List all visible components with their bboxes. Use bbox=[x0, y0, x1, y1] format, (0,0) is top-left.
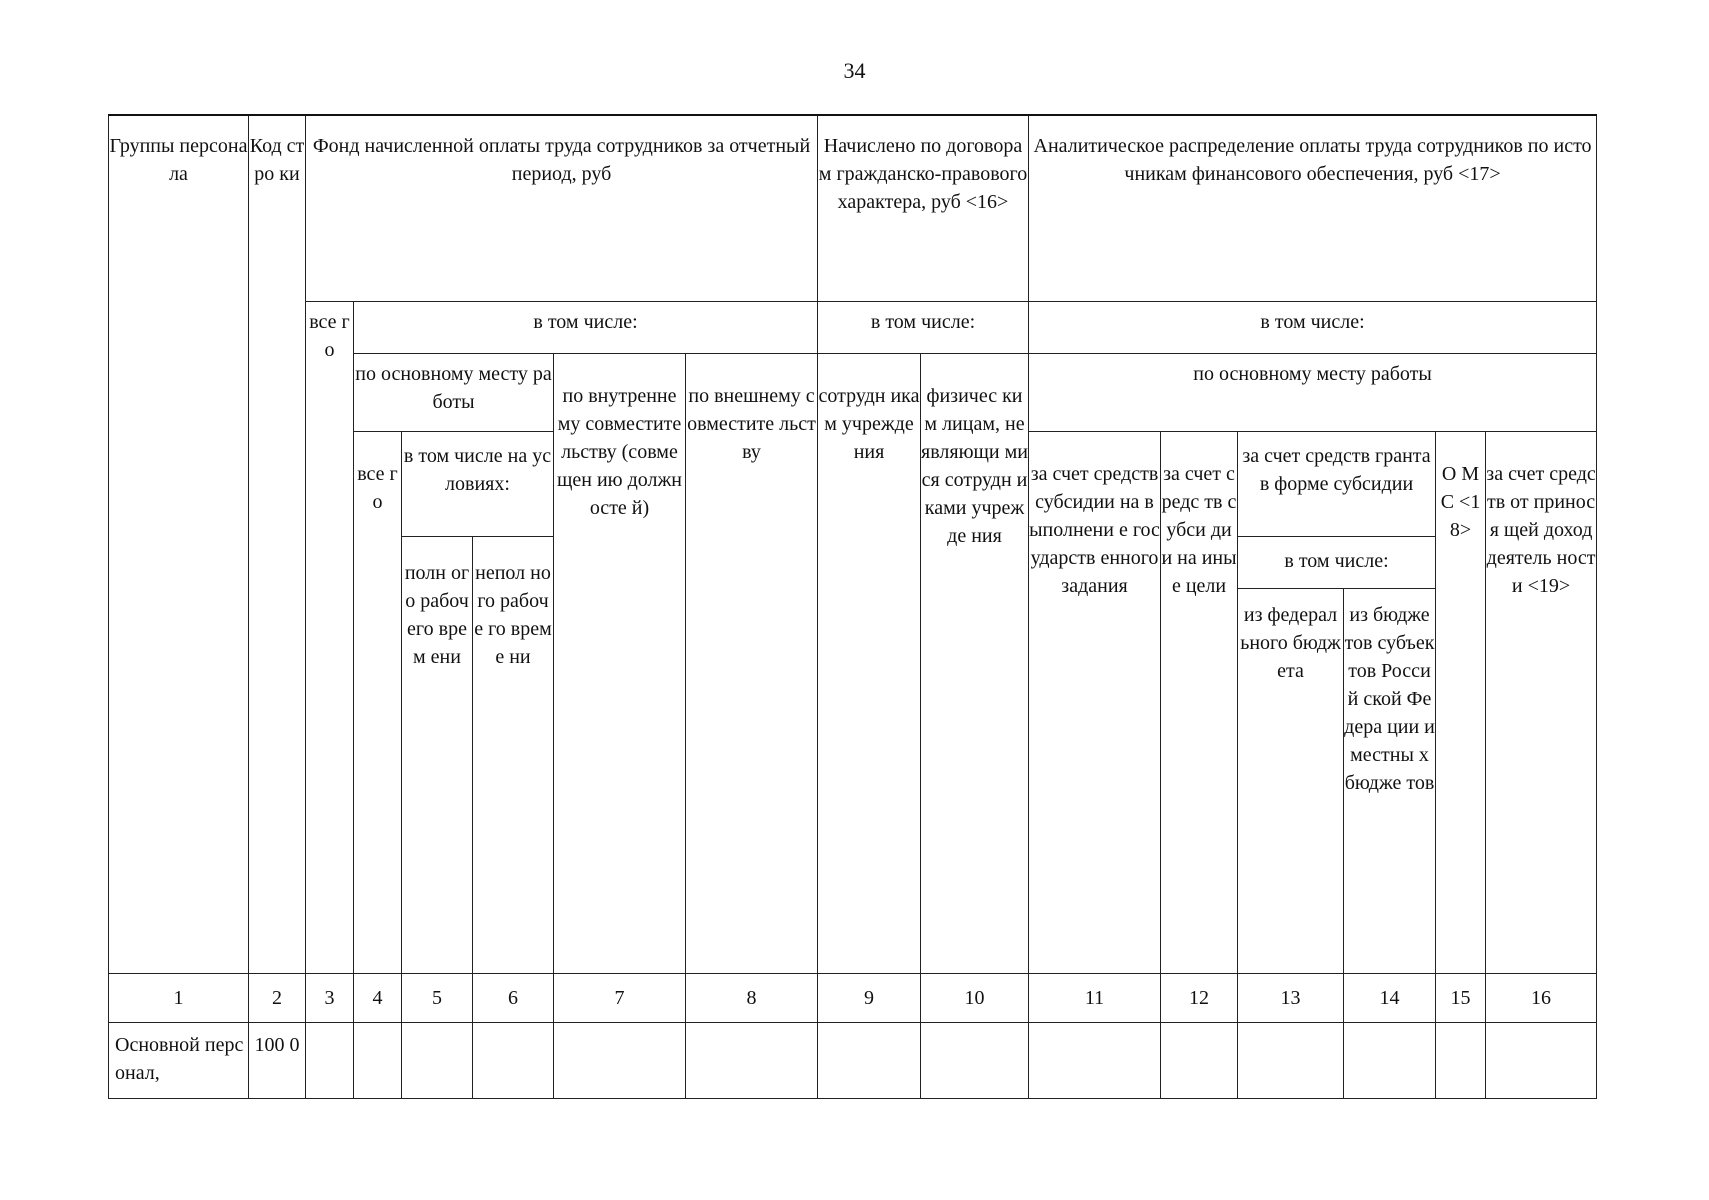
header-gph-individuals: физичес ким лицам, не являющи мися сотрудн иками учрежде ния bbox=[921, 353, 1029, 973]
header-full-time: полн ого рабоч его врем ени bbox=[402, 536, 473, 973]
page-number: 34 bbox=[843, 58, 866, 83]
table-cell[interactable] bbox=[1238, 1022, 1344, 1098]
payroll-report-table bbox=[108, 114, 1597, 1099]
header-external-part-time: по внешнему совместите льству bbox=[686, 353, 818, 973]
table-cell[interactable] bbox=[554, 1022, 686, 1098]
header-row-code: Код стро ки bbox=[249, 115, 306, 973]
table-cell[interactable] bbox=[921, 1022, 1029, 1098]
table-cell[interactable] bbox=[1344, 1022, 1436, 1098]
column-number: 11 bbox=[1029, 973, 1161, 1022]
header-fund-main-workplace: по основному месту работы bbox=[354, 353, 554, 431]
header-part-time: непол ного рабоче го време ни bbox=[473, 536, 554, 973]
header-conditions: в том числе на условиях: bbox=[402, 431, 554, 536]
column-number: 15 bbox=[1436, 973, 1486, 1022]
header-analytic-distribution: Аналитическое распределение оплаты труда сотрудников по источникам финансового обеспечения, руб <17> bbox=[1029, 115, 1597, 301]
header-fund-total: все го bbox=[306, 301, 354, 973]
column-number: 3 bbox=[306, 973, 354, 1022]
header-analytic-main-workplace: по основному месту работы bbox=[1029, 353, 1597, 431]
column-number: 7 bbox=[554, 973, 686, 1022]
column-number: 6 bbox=[473, 973, 554, 1022]
column-number: 16 bbox=[1486, 973, 1597, 1022]
table-cell[interactable] bbox=[1436, 1022, 1486, 1098]
header-income-activity: за счет средств от принося щей доход деятель ности <19> bbox=[1486, 431, 1597, 973]
row-label: Основной персонал, bbox=[109, 1022, 249, 1098]
table-cell[interactable] bbox=[1029, 1022, 1161, 1098]
table-cell[interactable] bbox=[354, 1022, 402, 1098]
column-number: 8 bbox=[686, 973, 818, 1022]
column-number: 2 bbox=[249, 973, 306, 1022]
header-subsidy-state-task: за счет средств субсидии на выполнени е государств енного задания bbox=[1029, 431, 1161, 973]
header-staff-groups: Группы персонала bbox=[109, 115, 249, 973]
header-grant-including: в том числе: bbox=[1238, 536, 1436, 588]
header-federal-budget: из федерал ьного бюджета bbox=[1238, 588, 1344, 973]
table-cell[interactable] bbox=[306, 1022, 354, 1098]
header-fund-including: в том числе: bbox=[354, 301, 818, 353]
header-gph-employees: сотрудн икам учрежде ния bbox=[818, 353, 921, 973]
header-main-total: все го bbox=[354, 431, 402, 973]
header-oms: О М С <1 8> bbox=[1436, 431, 1486, 973]
column-number: 1 bbox=[109, 973, 249, 1022]
column-number: 4 bbox=[354, 973, 402, 1022]
header-civil-contracts: Начислено по договорам гражданско-правового характера, руб <16> bbox=[818, 115, 1029, 301]
header-gph-including: в том числе: bbox=[818, 301, 1029, 353]
header-grant-subsidy: за счет средств гранта в форме субсидии bbox=[1238, 431, 1436, 536]
column-number: 12 bbox=[1161, 973, 1238, 1022]
table-cell[interactable] bbox=[1486, 1022, 1597, 1098]
column-number: 13 bbox=[1238, 973, 1344, 1022]
column-number: 14 bbox=[1344, 973, 1436, 1022]
column-number: 10 bbox=[921, 973, 1029, 1022]
table-cell[interactable] bbox=[473, 1022, 554, 1098]
row-code: 100 0 bbox=[249, 1022, 306, 1098]
header-payroll-fund: Фонд начисленной оплаты труда сотрудников за отчетный период, руб bbox=[306, 115, 818, 301]
table-cell[interactable] bbox=[402, 1022, 473, 1098]
header-internal-part-time: по внутренне му совместите льству (совмещен ию должносте й) bbox=[554, 353, 686, 973]
header-analytic-including: в том числе: bbox=[1029, 301, 1597, 353]
header-regional-budgets: из бюдже тов субъек тов Россий ской Федера ции и местны х бюдже тов bbox=[1344, 588, 1436, 973]
column-number: 9 bbox=[818, 973, 921, 1022]
column-number: 5 bbox=[402, 973, 473, 1022]
table-cell[interactable] bbox=[1161, 1022, 1238, 1098]
header-subsidy-other: за счет средс тв субси дии на иные цели bbox=[1161, 431, 1238, 973]
table-cell[interactable] bbox=[818, 1022, 921, 1098]
table-cell[interactable] bbox=[686, 1022, 818, 1098]
